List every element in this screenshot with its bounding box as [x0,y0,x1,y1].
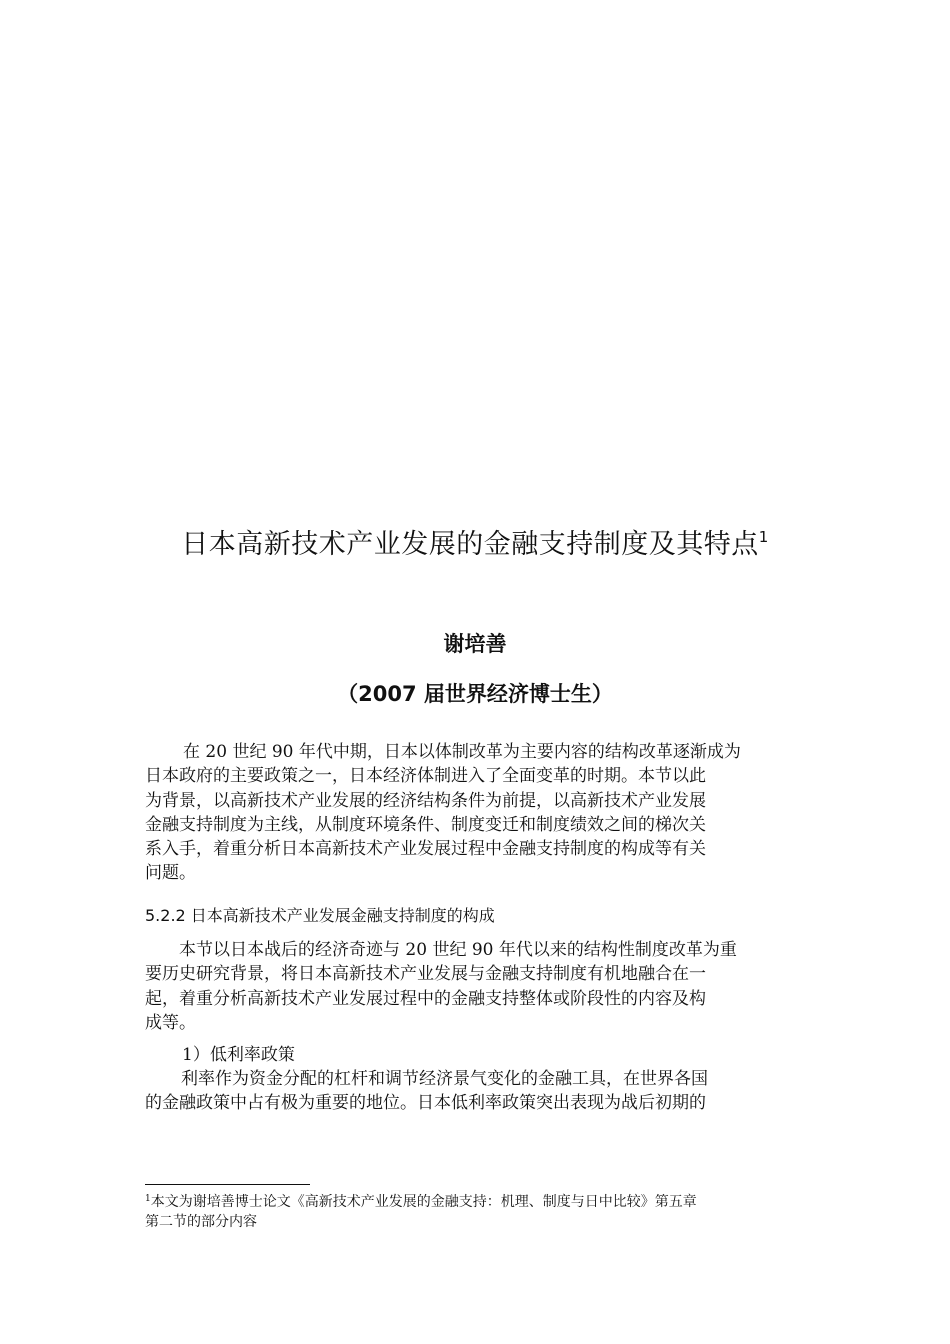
section-heading: 5.2.2 日本高新技术产业发展金融支持制度的构成 [145,906,495,925]
subsection-paragraph [145,1067,807,1116]
section-line: 本节以日本战后的经济奇迹与 20 世纪 90 年代以来的结构性制度改革为重 [179,940,737,960]
footnote [145,1189,807,1232]
abstract-paragraph [145,740,807,886]
footnote-line: 第二节的部分内容 [145,1214,257,1230]
author-affiliation: （2007 届世界经济博士生） [337,682,613,706]
footnote-text: 本文为谢培善博士论文《高新技术产业发展的金融支持：机理、制度与日中比较》第五章 [150,1194,697,1210]
subsection-heading: 1）低利率政策 [182,1045,295,1065]
section-line: 成等。 [145,1012,196,1033]
subsection-line: 利率作为资金分配的杠杆和调节经济景气变化的金融工具，在世界各国 [181,1069,708,1089]
section-line: 起，着重分析高新技术产业发展过程中的金融支持整体或阶段性的内容及构 [145,988,706,1009]
footnote-separator [145,1184,310,1185]
section-paragraph [145,938,807,1035]
abstract-line: 系入手，着重分析日本高新技术产业发展过程中金融支持制度的构成等有关 [145,839,706,860]
abstract-line: 在 20 世纪 90 年代中期，日本以体制改革为主要内容的结构改革逐渐成为 [183,742,741,762]
document-title [0,522,950,561]
title-footnote-ref: 1 [758,528,769,546]
section-line: 要历史研究背景，将日本高新技术产业发展与金融支持制度有机地融合在一 [145,964,706,985]
subsection-line: 的金融政策中占有极为重要的地位。日本低利率政策突出表现为战后初期的 [145,1093,706,1114]
title-text: 日本高新技术产业发展的金融支持制度及其特点 [181,529,759,560]
abstract-line: 问题。 [145,863,196,884]
footnote-marker: 1 [145,1194,151,1204]
abstract-line: 为背景，以高新技术产业发展的经济结构条件为前提，以高新技术产业发展 [145,790,706,811]
abstract-line: 日本政府的主要政策之一，日本经济体制进入了全面变革的时期。本节以此 [145,766,706,787]
author-name: 谢培善 [443,632,507,656]
footnote-line [145,1189,807,1212]
abstract-line: 金融支持制度为主线，从制度环境条件、制度变迁和制度绩效之间的梯次关 [145,814,706,835]
